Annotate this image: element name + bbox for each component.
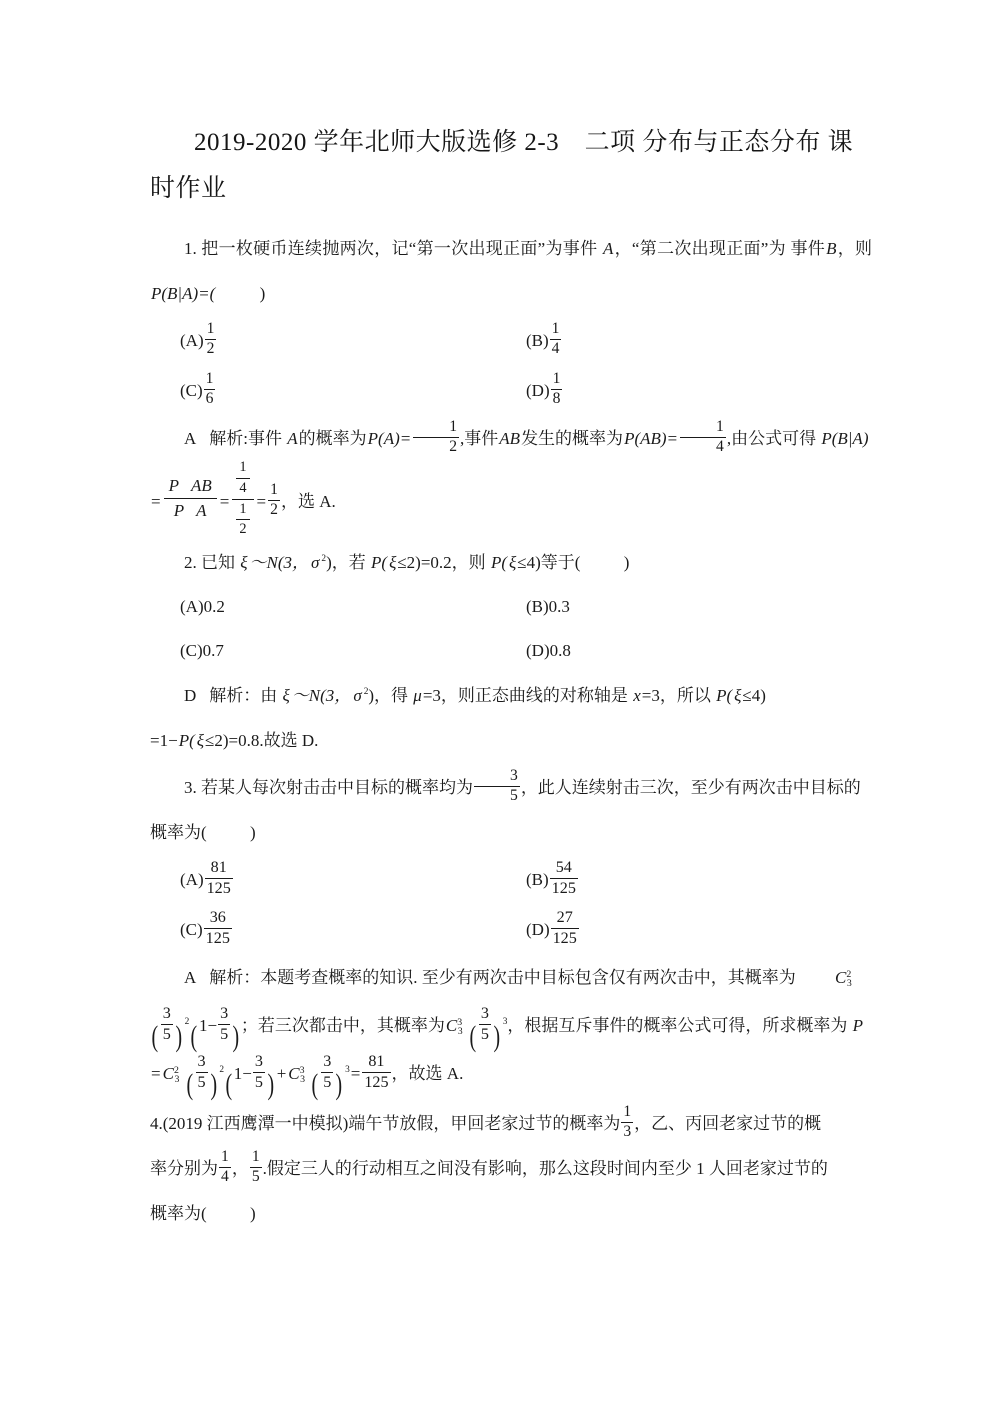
document-content <box>150 120 872 1238</box>
choice-label: (B) <box>526 331 549 350</box>
choice-fraction: $\frac{27}{125}$ <box>552 909 577 947</box>
question-3-solution-line3: = $C^23$ ( $\frac{3}{5}$ ) $^2$(1− $\frac{3}{5}$ ) + $C^33$ ( $\frac{3}{5}$ ) $^3$= $\frac{81}{125}$ ，故选 A. <box>151 1053 464 1101</box>
question-4-number: 4 <box>150 1114 159 1134</box>
choice-2-D[interactable] <box>526 629 872 673</box>
question-1-event-b: B <box>826 239 837 258</box>
prob-a: P(A)= <box>367 429 412 448</box>
probability-p: P <box>852 1016 863 1036</box>
choice-1-B[interactable] <box>526 316 872 366</box>
question-1-stem-line1-tail: ，“第二次出现正面”为 <box>614 239 786 258</box>
choice-fraction: $\frac{1}{4}$ <box>551 320 560 358</box>
choice-2-A[interactable] <box>180 585 526 629</box>
question-3-stem: 3. 若某人每次射击击中目标的概率均为 $\frac{3}{5}$ ，此人连续射击三次，至少有两次击中目标的 <box>184 767 861 805</box>
question-1-answer: A <box>184 429 197 448</box>
choice-label: (B) <box>526 870 549 890</box>
choice-fraction: $\frac{1}{6}$ <box>205 370 214 408</box>
question-1-conclusion: ，选 A. <box>280 491 336 511</box>
question-2-answer: D <box>184 686 197 706</box>
question-1-solution: A 解析:事件 A的概率为P(A)= $\frac{1}{2}$ ,事件AB发生的概率为P(AB)= $\frac{1}{4}$ ,由公式可得 P(B|A) <box>184 418 869 456</box>
page-title: 2019-2020 学年北师大版选修 2-3 二项 分布与正态分布 课时作业 <box>150 129 854 202</box>
choice-value: 0.8 <box>549 641 571 661</box>
prob-b-given-a: P(B|A) <box>821 429 869 448</box>
choice-row <box>150 316 872 366</box>
fraction-half: $\frac{1}{2}$ <box>413 419 459 456</box>
xi-symbol: ξ <box>282 686 290 706</box>
question-3-solution-line2: ( $\frac{3}{5}$ ) $^2$(1− $\frac{3}{5}$ )；若三次都击中，其概率为$C^33$ ( $\frac{3}{5}$ ) $^3$，根据互斥事件的概率公式可得，所求概率为 P <box>151 1005 863 1053</box>
question-1-choices <box>150 316 872 416</box>
choice-label: (A) <box>180 331 204 350</box>
choice-fraction: $\frac{54}{125}$ <box>551 859 576 897</box>
fraction-quarter: $\frac{1}{4}$ <box>680 419 726 456</box>
question-1-number: 1. <box>184 239 197 258</box>
question-3-answer: A <box>184 968 197 988</box>
choice-1-A[interactable] <box>180 316 526 366</box>
var-ab: AB <box>499 429 521 448</box>
conditional-probability-fraction: $\frac{\text{P AB}}{\text{P A}}$ <box>164 476 217 521</box>
question-1-stem-line2-mid: ，则 <box>837 239 873 258</box>
choice-3-B[interactable] <box>526 855 872 905</box>
combination-symbol: $C^23$ <box>835 968 852 990</box>
choice-1-C[interactable] <box>180 366 526 416</box>
choice-row <box>150 366 872 416</box>
choice-label: (A) <box>180 870 204 890</box>
question-2-solution-line2: =1−P( ξ≤2)=0.8.故选 D. <box>150 731 319 751</box>
sigma-symbol: σ <box>311 553 320 573</box>
combination-symbol: $C^33$ <box>445 1016 463 1038</box>
probability-fraction-jia: $\frac{1}{3}$ <box>623 1103 632 1141</box>
choice-row <box>150 629 872 673</box>
power-group: ( $\frac{3}{5}$ ) $^2$ <box>186 1053 225 1101</box>
solution-label: 解析： <box>209 968 261 988</box>
xi-symbol: ξ <box>240 553 248 573</box>
probability-fraction-bing: $\frac{1}{5}$ <box>251 1148 260 1186</box>
result-fraction: $\frac{1}{2}$ <box>270 481 278 519</box>
combination-symbol: $C^33$ <box>288 1064 306 1086</box>
question-3-conclusion: ，故选 A. <box>391 1064 464 1084</box>
question-1-event-a: A <box>602 239 614 258</box>
solution-label: 解析: <box>209 429 249 448</box>
choice-fraction: $\frac{1}{8}$ <box>552 370 561 408</box>
var-a: A <box>287 429 298 448</box>
question-2 <box>150 540 872 763</box>
question-3-number: 3. <box>184 778 197 798</box>
question-4-stem: 4.(2019 江西鹰潭一中模拟)端午节放假，甲回老家过节的概率为 $\frac{1}{3}$ ，乙、丙回老家过节的概 <box>150 1103 822 1141</box>
prob-ab: P(AB)= <box>624 429 679 448</box>
choice-label: (D) <box>526 920 550 940</box>
choice-label: (A) <box>180 597 204 617</box>
solution-label: 解析： <box>209 686 261 706</box>
question-3-solution: A 解析：本题考查概率的知识. 至少有两次击中目标包含仅有两次击中，其概率为 $C^23$ <box>150 955 872 1003</box>
sigma-symbol: σ <box>353 686 362 706</box>
choice-value: 0.3 <box>548 597 570 617</box>
choice-row <box>150 855 872 905</box>
one-minus-group: (1− $\frac{3}{5}$ ) <box>225 1053 275 1101</box>
choice-fraction: $\frac{1}{2}$ <box>206 320 215 358</box>
choice-3-A[interactable] <box>180 855 526 905</box>
question-1-solution-line2: = $\frac{\text{P AB}}{\text{P A}}$ = $\frac{\frac{1}{4}}{\frac{1}{2}}$ = $\frac{1}{2}$ ，选 A. <box>151 459 336 538</box>
choice-row <box>150 905 872 955</box>
question-4-source: .(2019 江西鹰潭一中模拟)端午节放假，甲回老家过节的概率为 <box>158 1114 621 1134</box>
question-1 <box>150 226 872 538</box>
question-4-stem-line3: 概率为( ) <box>150 1204 256 1224</box>
question-2-stem: 2. 已知 ξ ～N(3， σ $^2$)，若 P( ξ≤2)=0.2，则 P( ξ≤4)等于( ) <box>184 553 630 573</box>
question-1-expression: P(B|A)=( <box>151 284 216 303</box>
question-1-stem <box>150 226 872 316</box>
result-fraction: $\frac{81}{125}$ <box>364 1053 389 1091</box>
choice-1-D[interactable] <box>526 366 872 416</box>
question-3-stem-line2: 概率为( ) <box>150 823 256 843</box>
nested-fraction: $\frac{\frac{1}{4}}{\frac{1}{2}}$ <box>232 461 253 538</box>
probability-fraction: $\frac{3}{5}$ <box>474 768 520 805</box>
choice-value: 0.7 <box>202 641 224 661</box>
choice-value: 0.2 <box>203 597 225 617</box>
question-1-stem-line2-tail: ) <box>259 284 266 303</box>
choice-label: (D) <box>526 641 550 661</box>
mu-symbol: μ <box>413 686 422 706</box>
choice-label: (C) <box>180 920 203 940</box>
question-4-stem-line2: 率分别为 $\frac{1}{4}$ ， $\frac{1}{5}$ .假定三人的行动相互之间没有影响，那么这段时间内至少 1 人回老家过节的 <box>150 1148 828 1186</box>
choice-label: (D) <box>526 381 550 400</box>
x-symbol: x <box>633 686 641 706</box>
probability-fraction-yi: $\frac{1}{4}$ <box>221 1148 229 1186</box>
power-group: ( $\frac{3}{5}$ ) $^2$ <box>151 1005 190 1053</box>
question-2-number: 2. <box>184 553 197 573</box>
question-3 <box>150 765 872 1099</box>
choice-fraction: $\frac{36}{125}$ <box>205 909 230 947</box>
choice-label: (C) <box>180 381 203 400</box>
question-1-stem-line2-pre: 事件 <box>790 239 826 258</box>
choice-label: (C) <box>180 641 203 661</box>
choice-3-D[interactable] <box>526 905 872 955</box>
choice-3-C[interactable] <box>180 905 526 955</box>
question-2-solution: D 解析：由 ξ ～N(3， σ $^2$)，得 μ=3，则正态曲线的对称轴是 x=3，所以 P( ξ≤4) <box>184 686 766 706</box>
combination-symbol: $C^23$ <box>162 1064 180 1086</box>
power-group: ( $\frac{3}{5}$ ) $^3$ <box>469 1005 508 1053</box>
choice-2-C[interactable] <box>180 629 526 673</box>
question-3-choices <box>150 855 872 955</box>
choice-label: (B) <box>526 597 549 617</box>
question-2-choices <box>150 585 872 673</box>
question-1-stem-line1: 把一枚硬币连续抛两次，记“第一次出现正面”为事件 <box>201 239 598 258</box>
choice-fraction: $\frac{81}{125}$ <box>206 859 231 897</box>
one-minus-group: (1− $\frac{3}{5}$ ) <box>190 1005 240 1053</box>
choice-2-B[interactable] <box>526 585 872 629</box>
power-group: ( $\frac{3}{5}$ ) $^3$ <box>312 1053 350 1101</box>
question-4 <box>150 1101 872 1236</box>
choice-row <box>150 585 872 629</box>
